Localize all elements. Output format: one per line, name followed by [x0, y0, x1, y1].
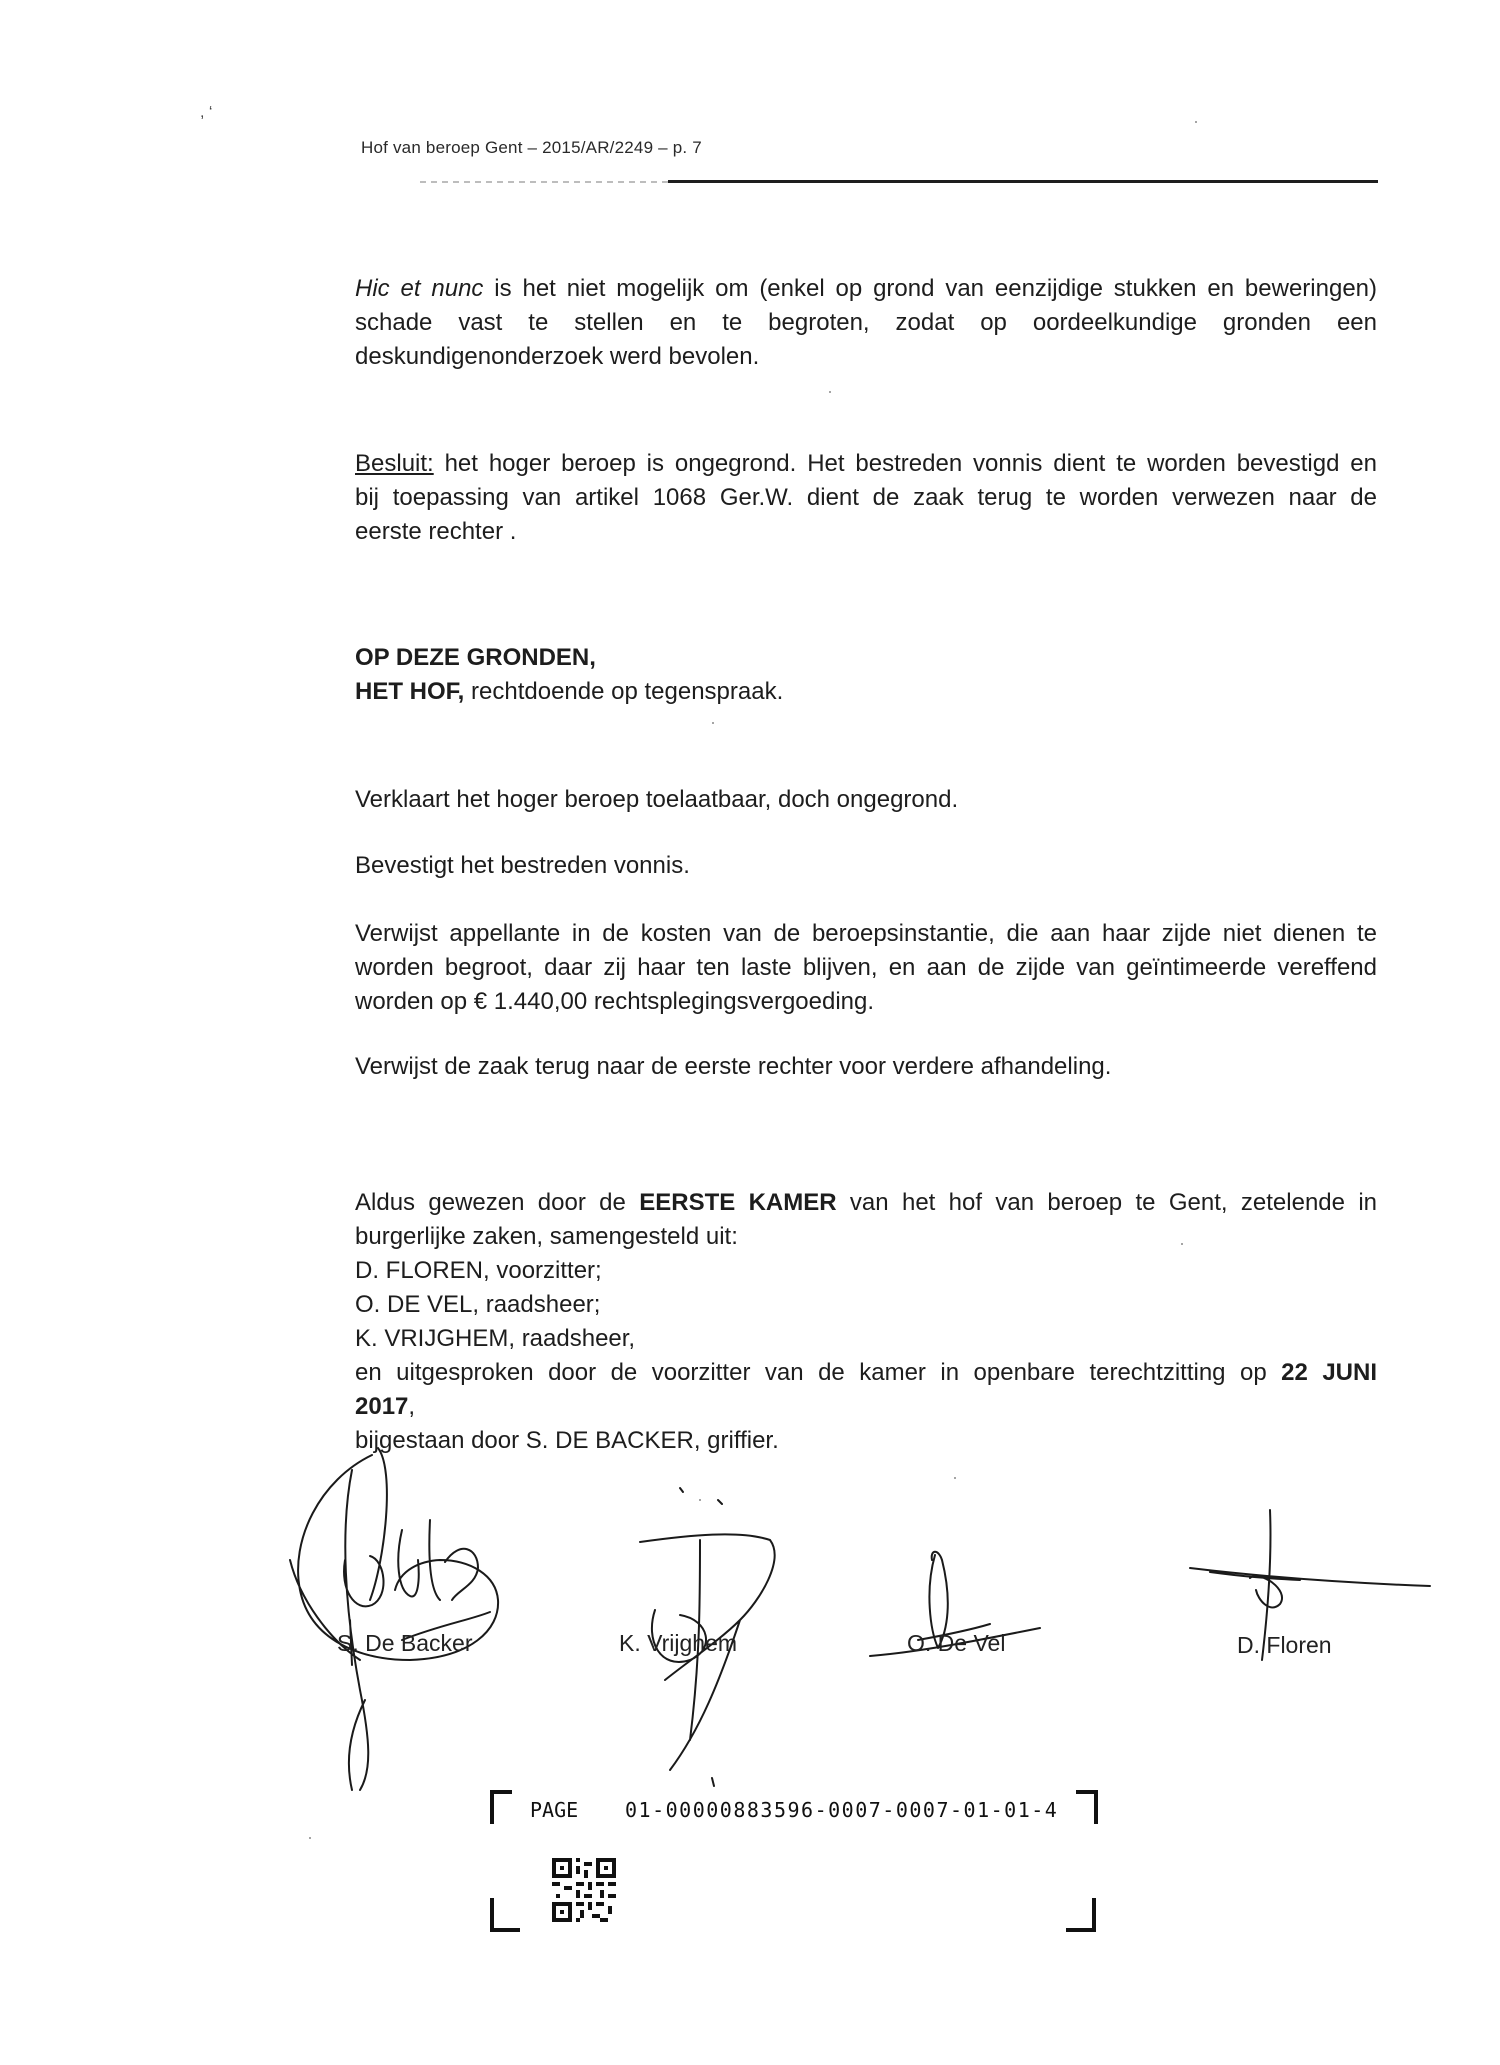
grounds-heading-text: OP DEZE GRONDEN,: [355, 644, 596, 671]
para1-line1-text: is het niet mogelijk om (enkel op grond van eenzijdige stukken en beweringen): [483, 275, 1378, 302]
decision-1-text: Verklaart het hoger beroep toelaatbaar, doch ongegrond.: [355, 786, 959, 813]
para2-line3: eerste rechter .: [355, 518, 517, 545]
judge-floren: D. FLOREN, voorzitter;: [355, 1257, 602, 1284]
para1-line2: schade vast te stellen en te begroten, zodat op oordeelkundige gronden een: [355, 309, 1377, 336]
judge-vrijghem: K. VRIJGHEM, raadsheer,: [355, 1325, 636, 1352]
composition-line2: burgerlijke zaken, samengesteld uit:: [355, 1223, 738, 1250]
scan-page-code: 01-00000883596-0007-0007-01-01-4: [625, 1798, 1059, 1822]
composition-line1-pre: Aldus gewezen door de: [355, 1189, 640, 1216]
composition-line1-post: van het hof van beroep te Gent, zetelende in: [836, 1189, 1378, 1216]
composition-line6-pre: en uitgesproken door de voorzitter van de kamer in openbare terechtzitting op: [355, 1359, 1282, 1386]
decision-2-text: Bevestigt het bestreden vonnis.: [355, 852, 690, 879]
decision-3-line2: worden begroot, daar zij haar ten laste blijven, en aan de zijde van geïntimeerde vereffend: [355, 954, 1377, 981]
judge-devel: O. DE VEL, raadsheer;: [355, 1291, 601, 1318]
signature-name-devel: O. De Vel: [907, 1630, 1006, 1656]
decision-3-line1: Verwijst appellante in de kosten van de beroepsinstantie, die aan haar zijde niet dienen te: [355, 920, 1377, 947]
para1-line3: deskundigenonderzoek werd bevolen.: [355, 343, 760, 370]
decision-3-line3: worden op € 1.440,00 rechtsplegingsvergoeding.: [355, 988, 875, 1015]
para2-line1-text: het hoger beroep is ongegrond. Het bestreden vonnis dient te worden bevestigd en: [433, 450, 1377, 477]
running-header: Hof van beroep Gent – 2015/AR/2249 – p. 7: [361, 138, 702, 157]
decision-4-text: Verwijst de zaak terug naar de eerste rechter voor verdere afhandeling.: [355, 1053, 1112, 1080]
date-day-month: 22 JUNI: [1281, 1359, 1378, 1386]
besluit-label: Besluit:: [355, 450, 434, 477]
composition-line7-post: ,: [408, 1393, 416, 1420]
para1-italic-lead: Hic et nunc: [355, 275, 484, 302]
margin-marks: , ‘: [200, 104, 213, 121]
scan-page-label: PAGE: [530, 1798, 579, 1822]
signature-name-vrijghem: K. Vrijghem: [619, 1630, 738, 1656]
para2-line2: bij toepassing van artikel 1068 Ger.W. dient de zaak terug te worden verwezen naar de: [355, 484, 1377, 511]
chamber-name: EERSTE KAMER: [639, 1189, 837, 1216]
court-rest: rechtdoende op tegenspraak.: [464, 678, 784, 705]
date-year: 2017: [355, 1393, 409, 1420]
composition-line8: bijgestaan door S. DE BACKER, griffier.: [355, 1427, 779, 1454]
court-bold: HET HOF,: [355, 678, 465, 705]
signature-name-floren: D. Floren: [1237, 1632, 1332, 1658]
signature-name-backer: S. De Backer: [337, 1630, 473, 1656]
